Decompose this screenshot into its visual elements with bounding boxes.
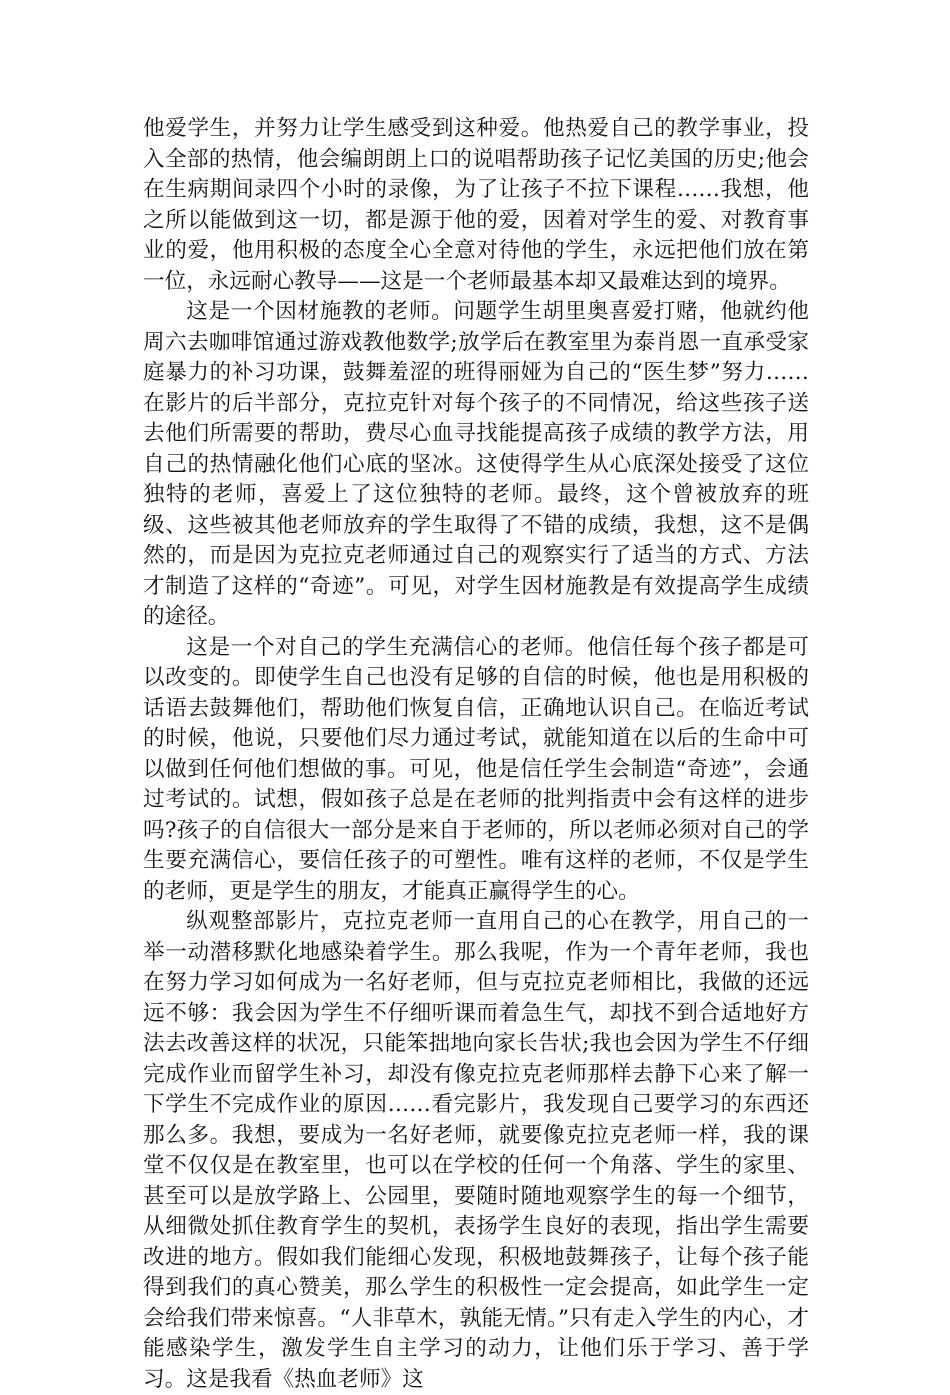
- document-body: [143, 114, 809, 1395]
- paragraph-1: 他爱学生，并努力让学生感受到这种爱。他热爱自己的教学事业，投入全部的热情，他会编朗朗上口的说唱帮助孩子记忆美国的历史;他会在生病期间录四个小时的录像，为了让孩子不拉下课程……我想，他之所以能做到这一切，都是源于他的爱，因着对学生的爱、对教育事业的爱，他用积极的态度全心全意对待他的学生，永远把他们放在第一位，永远耐心教导——这是一个老师最基本却又最难达到的境界。: [143, 116, 809, 294]
- paragraph-2: 这是一个因材施教的老师。问题学生胡里奥喜爱打赌，他就约他周六去咖啡馆通过游戏教他数学;放学后在教室里为泰肖恩一直承受家庭暴力的补习功课，鼓舞羞涩的班得丽娅为自己的“医生梦”努力……在影片的后半部分，克拉克针对每个孩子的不同情况，给这些孩子送去他们所需要的帮助，费尽心血寻找能提高孩子成绩的教学方法，用自己的热情融化他们心底的坚冰。这使得学生从心底深处接受了这位独特的老师，喜爱上了这位独特的老师。最终，这个曾被放弃的班级、这些被其他老师放弃的学生取得了不错的成绩，我想，这不是偶然的，而是因为克拉克老师通过自己的观察实行了适当的方式、方法才制造了这样的“奇迹”。可见，对学生因材施教是有效提高学生成绩的途径。: [143, 299, 809, 629]
- paragraph-3: 这是一个对自己的学生充满信心的老师。他信任每个孩子都是可以改变的。即使学生自己也没有足够的自信的时候，他也是用积极的话语去鼓舞他们，帮助他们恢复自信，正确地认识自己。在临近考试的时候，他说，只要他们尽力通过考试，就能知道在以后的生命中可以做到任何他们想做的事。可见，他是信任学生会制造“奇迹”，会通过考试的。试想，假如孩子总是在老师的批判指责中会有这样的进步吗?孩子的自信很大一部分是来自于老师的，所以老师必须对自己的学生要充满信心，要信任孩子的可塑性。唯有这样的老师，不仅是学生的老师，更是学生的朋友，才能真正赢得学生的心。: [143, 634, 809, 904]
- paragraph-4: 纵观整部影片，克拉克老师一直用自己的心在教学，用自己的一举一动潜移默化地感染着学生。那么我呢，作为一个青年老师，我也在努力学习如何成为一名好老师，但与克拉克老师相比，我做的还远远不够：我会因为学生不仔细听课而着急生气，却找不到合适地好方法去改善这样的状况，只能笨拙地向家长告状;我也会因为学生不仔细完成作业而留学生补习，却没有像克拉克老师那样去静下心来了解一下学生不完成作业的原因……看完影片，我发现自己要学习的东西还那么多。我想，要成为一名好老师，就要像克拉克老师一样，我的课堂不仅仅是在教室里，也可以在学校的任何一个角落、学生的家里、甚至可以是放学路上、公园里，要随时随地观察学生的每一个细节，从细微处抓住教育学生的契机，表扬学生良好的表现，指出学生需要改进的地方。假如我们能细心发现，积极地鼓舞孩子，让每个孩子能得到我们的真心赞美，那么学生的积极性一定会提高，如此学生一定会给我们带来惊喜。“人非草木，孰能无情。”只有走入学生的内心，才能感染学生，激发学生自主学习的动力，让他们乐于学习、善于学习。这是我看《热血老师》这: [143, 909, 809, 1392]
